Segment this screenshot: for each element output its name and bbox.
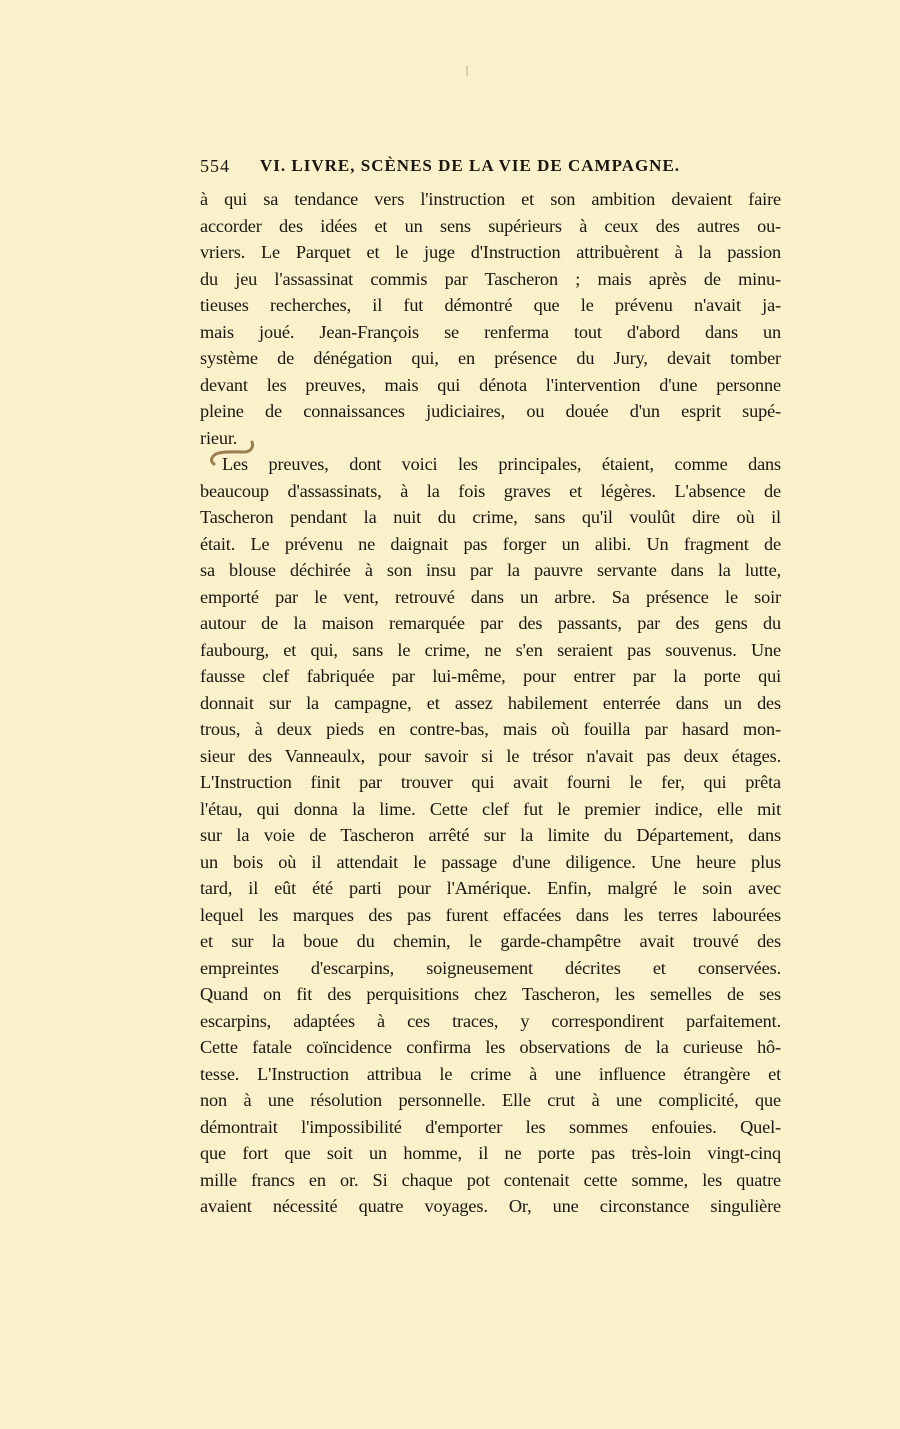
text-line: fausse clef fabriquée par lui-même, pour entrer par la porte qui xyxy=(200,666,781,686)
text-line: mille francs en or. Si chaque pot contenait cette somme, les quatre xyxy=(200,1169,781,1190)
ink-stain-mark xyxy=(208,440,254,466)
text-line: emporté par le vent, retrouvé dans un arbre. Sa présence le soir xyxy=(200,586,781,607)
text-line: du jeu l'assassinat commis par Tascheron ; mais après de minu- xyxy=(200,268,781,289)
text-line: et sur la boue du chemin, le garde-champêtre avait trouvé des xyxy=(200,931,781,951)
text-line: avaient nécessité quatre voyages. Or, une circonstance singulière xyxy=(200,1196,781,1216)
text-line: sieur des Vanneaulx, pour savoir si le trésor n'avait pas deux étages. xyxy=(200,745,781,766)
text-line: un bois où il attendait le passage d'une diligence. Une heure plus xyxy=(200,851,781,872)
text-line: L'Instruction finit par trouver qui avait fourni le fer, qui prêta xyxy=(200,772,781,792)
text-line: système de dénégation qui, en présence du Jury, devait tomber xyxy=(200,348,781,368)
text-line: mais joué. Jean-François se renferma tout d'abord dans un xyxy=(200,321,781,342)
text-line: était. Le prévenu ne daignait pas forger un alibi. Un fragment de xyxy=(200,533,781,554)
scan-speck xyxy=(466,66,468,76)
text-line: accorder des idées et un sens supérieurs à ceux des autres ou- xyxy=(200,215,781,236)
text-line: Les preuves, dont voici les principales, étaient, comme dans xyxy=(222,454,781,474)
text-line: donnait sur la campagne, et assez habilement enterrée dans un des xyxy=(200,692,781,713)
text-line: Quand on fit des perquisitions chez Tascheron, les semelles de ses xyxy=(200,984,781,1004)
text-line: escarpins, adaptées à ces traces, y correspondirent parfaitement. xyxy=(200,1010,781,1031)
text-line: trous, à deux pieds en contre-bas, mais où fouilla par hasard mon- xyxy=(200,719,781,739)
running-header xyxy=(200,156,780,180)
text-line: l'étau, qui donna la lime. Cette clef fut le premier indice, elle mit xyxy=(200,798,781,819)
text-line: sur la voie de Tascheron arrêté sur la limite du Département, dans xyxy=(200,825,781,845)
text-line: sa blouse déchirée à son insu par la pauvre servante dans la lutte, xyxy=(200,560,781,580)
text-line: démontrait l'impossibilité d'emporter les sommes enfouies. Quel- xyxy=(200,1116,781,1137)
text-line: empreintes d'escarpins, soigneusement décrites et conservées. xyxy=(200,957,781,978)
running-title: VI. LIVRE, SCÈNES DE LA VIE DE CAMPAGNE. xyxy=(260,156,681,175)
text-line: Cette fatale coïncidence confirma les observations de la curieuse hô- xyxy=(200,1037,781,1057)
text-line: tard, il eût été parti pour l'Amérique. Enfin, malgré le soin avec xyxy=(200,878,781,898)
text-line: pleine de connaissances judiciaires, ou douée d'un esprit supé- xyxy=(200,401,781,421)
text-line: à qui sa tendance vers l'instruction et son ambition devaient faire xyxy=(200,189,781,209)
text-line: autour de la maison remarquée par des passants, par des gens du xyxy=(200,613,781,633)
text-line: devant les preuves, mais qui dénota l'intervention d'une personne xyxy=(200,374,781,395)
text-line: non à une résolution personnelle. Elle crut à une complicité, que xyxy=(200,1090,781,1110)
text-line: tieuses recherches, il fut démontré que le prévenu n'avait ja- xyxy=(200,295,781,315)
text-line: beaucoup d'assassinats, à la fois graves et légères. L'absence de xyxy=(200,480,781,501)
text-line: Tascheron pendant la nuit du crime, sans qu'il voulût dire où il xyxy=(200,507,781,527)
text-line: tesse. L'Instruction attribua le crime à une influence étrangère et xyxy=(200,1063,781,1084)
page-body xyxy=(200,186,781,1220)
text-line: vriers. Le Parquet et le juge d'Instruction attribuèrent à la passion xyxy=(200,242,781,262)
page-number: 554 xyxy=(200,156,230,176)
text-line: lequel les marques des pas furent effacées dans les terres labourées xyxy=(200,904,781,925)
text-line: rieur. xyxy=(200,427,238,448)
text-line: faubourg, et qui, sans le crime, ne s'en seraient pas souvenus. Une xyxy=(200,639,781,660)
text-line: que fort que soit un homme, il ne porte pas très-loin vingt-cinq xyxy=(200,1143,781,1163)
